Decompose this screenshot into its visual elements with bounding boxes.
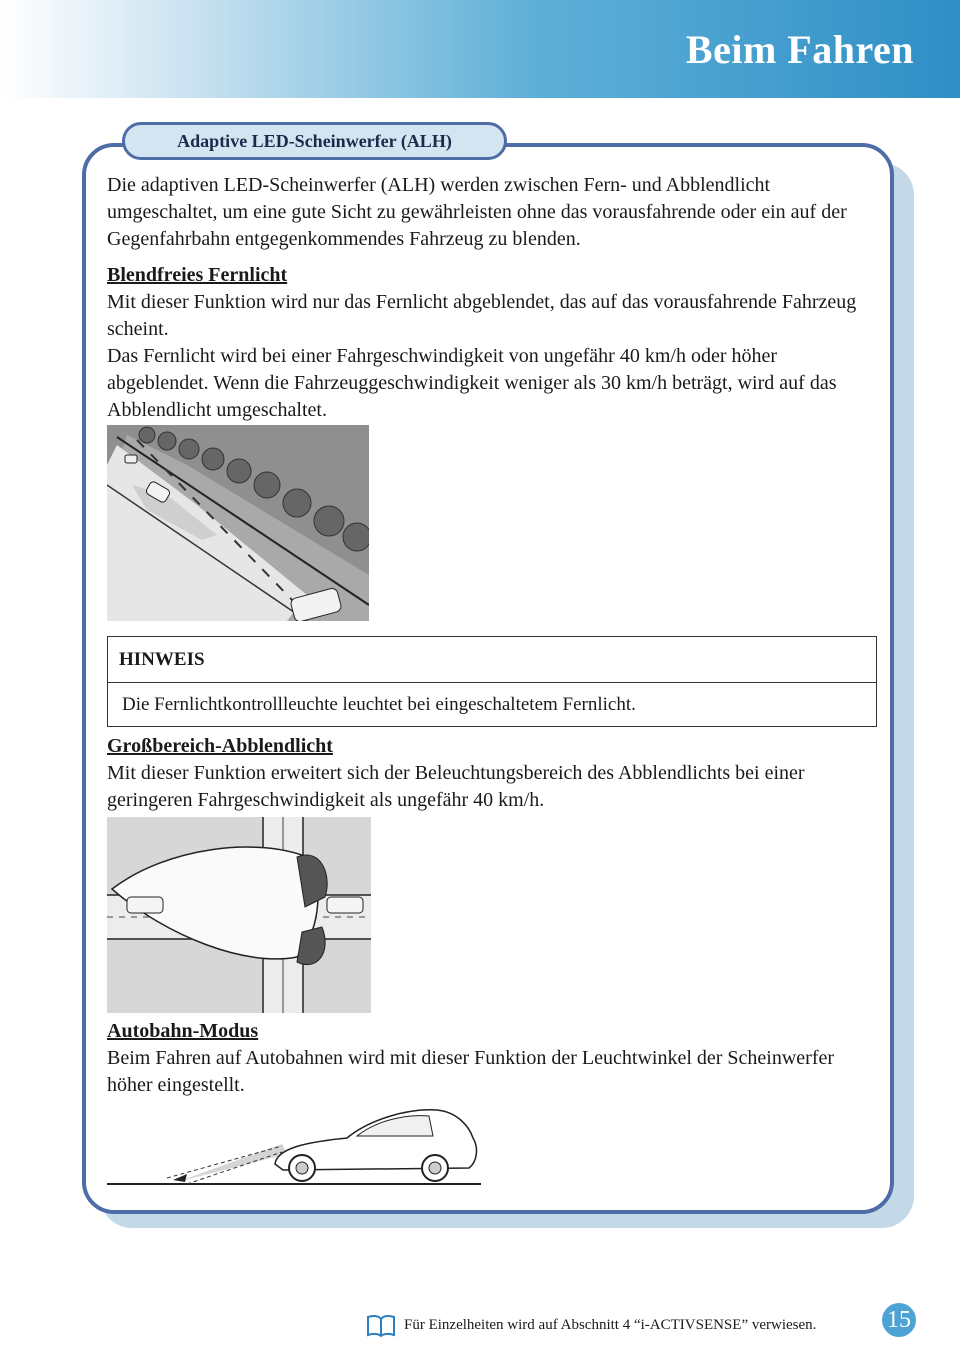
section-tab: Adaptive LED-Scheinwerfer (ALH) — [122, 122, 507, 160]
grossbereich-section — [107, 733, 877, 814]
blendfrei-section — [107, 262, 877, 424]
note-title: HINWEIS — [108, 637, 876, 683]
blendfrei-text2: Das Fernlicht wird bei einer Fahrgeschwindigkeit von ungefähr 40 km/h oder höher abgeblendet. Wenn die Fahrzeuggeschwindigkeit weniger als 30 km/h beträgt, wird auf das Abblendlicht umgeschaltet. — [107, 345, 837, 421]
grossbereich-text: Mit dieser Funktion erweitert sich der Beleuchtungsbereich des Abblendlichts bei einer geringeren Fahrgeschwindigkeit als ungefähr 40 km/h. — [107, 762, 805, 811]
autobahn-heading: Autobahn-Modus — [107, 1020, 259, 1042]
wide-low-beam-illustration — [107, 817, 371, 1013]
intro-paragraph: Die adaptiven LED-Scheinwerfer (ALH) werden zwischen Fern- und Abblendlicht umgeschaltet, um eine gute Sicht zu gewährleisten ohne das vorausfahrende oder ein auf der Gegenfahrbahn entgegenkommendes Fahrzeug zu blenden. — [107, 174, 847, 250]
glare-free-beam-illustration — [107, 425, 369, 621]
note-text: Die Fernlichtkontrollleuchte leuchtet bei eingeschaltetem Fernlicht. — [122, 694, 636, 715]
motorway-mode-illustration — [107, 1102, 481, 1188]
book-icon — [366, 1313, 396, 1337]
page-number: 15 — [882, 1303, 916, 1337]
autobahn-text: Beim Fahren auf Autobahnen wird mit dieser Funktion der Leuchtwinkel der Scheinwerfer höher eingestellt. — [107, 1047, 835, 1096]
footer-reference: Für Einzelheiten wird auf Abschnitt 4 “i-ACTIVSENSE” verwiesen. — [404, 1317, 817, 1333]
blendfrei-text1: Mit dieser Funktion wird nur das Fernlicht abgeblendet, das auf das vorausfahrende Fahrzeug scheint. — [107, 291, 857, 340]
blendfrei-heading: Blendfreies Fernlicht — [107, 264, 288, 286]
note-box — [107, 636, 877, 727]
page-title: Beim Fahren — [685, 27, 914, 72]
autobahn-section — [107, 1018, 877, 1099]
grossbereich-heading: Großbereich-Abblendlicht — [107, 735, 333, 757]
